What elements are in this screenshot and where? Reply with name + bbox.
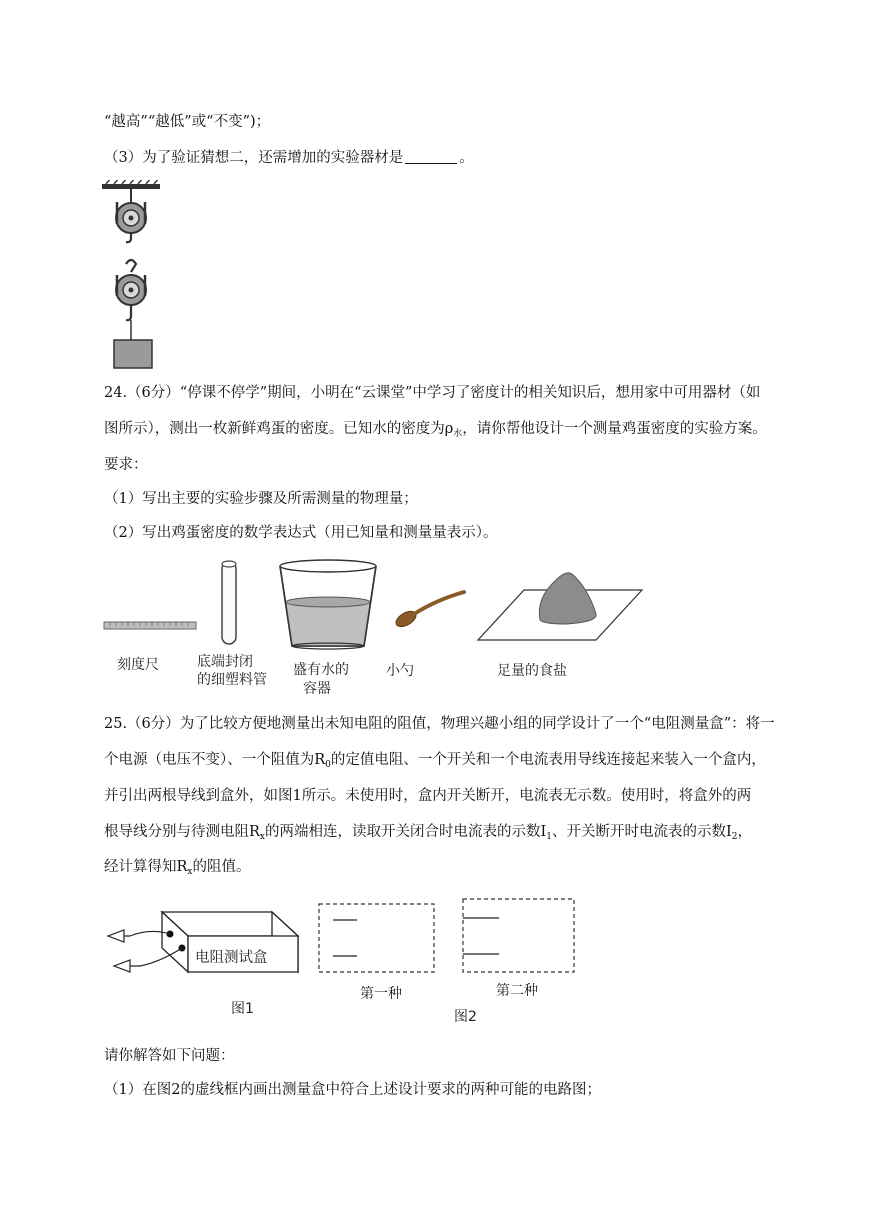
caption-tube-line2: 的细塑料管 bbox=[197, 672, 267, 688]
tube-icon bbox=[222, 561, 236, 644]
q25-line5-a: 经计算得知R bbox=[104, 859, 188, 875]
q25-i2-subscript: 2 bbox=[731, 832, 738, 842]
answer-blank bbox=[405, 148, 457, 164]
q24-line3: 要求： bbox=[104, 457, 148, 473]
ruler-icon bbox=[104, 622, 196, 629]
caption-ruler: 刻度尺 bbox=[117, 657, 159, 673]
spoon-icon bbox=[393, 592, 464, 630]
q25-i1-subscript: 1 bbox=[546, 832, 552, 842]
cup-icon bbox=[280, 560, 376, 649]
q25-line2 bbox=[104, 750, 766, 775]
apparatus-figure bbox=[96, 556, 656, 656]
q24-line1: 24.（6分）“停课不停学”期间，小明在“云课堂”中学习了密度计的相关知识后，想用家中可用器材（如 bbox=[104, 385, 761, 401]
pulley-figure bbox=[100, 180, 170, 372]
figure1-box bbox=[100, 898, 310, 988]
q24-req1: （1）写出主要的实验步骤及所需测量的物理量； bbox=[104, 491, 418, 507]
q25-line4-a: 根导线分别与待测电阻R bbox=[104, 824, 260, 840]
q25-rx-subscript: x bbox=[259, 832, 265, 842]
q25-part1: （1）在图2的虚线框内画出测量盒中符合上述设计要求的两种可能的电路图； bbox=[104, 1082, 601, 1098]
q25-line5 bbox=[104, 857, 251, 882]
q25-line2-a: 个电源（电压不变）、一个阻值为R bbox=[104, 752, 326, 768]
figure2-frames bbox=[315, 896, 585, 986]
q25-line4-d: ， bbox=[737, 824, 752, 840]
first-frame-label: 第一种 bbox=[360, 986, 402, 1002]
q23-line-continued: “越高”“越低”或“不变”)； bbox=[104, 114, 271, 130]
q25-line3: 并引出两根导线到盒外，如图1所示。未使用时，盒内开关断开，电流表无示数。使用时，将盒外的两 bbox=[104, 788, 752, 804]
q24-req2: （2）写出鸡蛋密度的数学表达式（用已知量和测量量表示）。 bbox=[104, 525, 498, 541]
figure1-caption: 图1 bbox=[231, 1001, 254, 1017]
figure2-caption: 图2 bbox=[454, 1009, 477, 1025]
caption-spoon: 小勺 bbox=[386, 663, 414, 679]
q24-line2-b: ，请你帮他设计一个测量鸡蛋密度的实验方案。 bbox=[462, 421, 767, 437]
caption-cup-line1: 盛有水的 bbox=[293, 662, 349, 678]
q25-line2-b: 的定值电阻、一个开关和一个电流表用导线连接起来装入一个盒内， bbox=[330, 752, 766, 768]
second-frame-label: 第二种 bbox=[496, 983, 538, 999]
q24-line2 bbox=[104, 419, 767, 444]
q25-ask: 请你解答如下问题： bbox=[104, 1048, 235, 1064]
q23-part3-text: （3）为了验证猜想二，还需增加的实验器材是 bbox=[104, 150, 404, 166]
caption-tube-line1: 底端封闭 bbox=[197, 654, 253, 670]
q24-water-subscript: 水 bbox=[453, 429, 463, 439]
q25-line4-c: 、开关断开时电流表的示数I bbox=[551, 824, 732, 840]
salt-icon bbox=[478, 573, 642, 640]
q23-part3 bbox=[104, 148, 474, 168]
q25-line1: 25.（6分）为了比较方便地测量出未知电阻的阻值，物理兴趣小组的同学设计了一个“电阻测量盒”：将一 bbox=[104, 716, 775, 732]
q23-part3-end: 。 bbox=[459, 150, 474, 166]
box-label: 电阻测试盒 bbox=[195, 950, 268, 966]
caption-salt: 足量的食盐 bbox=[497, 663, 567, 679]
q25-line4-b: 的两端相连，读取开关闭合时电流表的示数I bbox=[265, 824, 547, 840]
q24-line2-a: 图所示），测出一枚新鲜鸡蛋的密度。已知水的密度为ρ bbox=[104, 421, 454, 437]
q25-line4 bbox=[104, 822, 752, 847]
q25-rx2-subscript: x bbox=[187, 867, 193, 877]
q25-r0-subscript: 0 bbox=[325, 760, 331, 770]
caption-cup-line2: 容器 bbox=[303, 681, 331, 697]
q25-line5-b: 的阻值。 bbox=[192, 859, 251, 875]
